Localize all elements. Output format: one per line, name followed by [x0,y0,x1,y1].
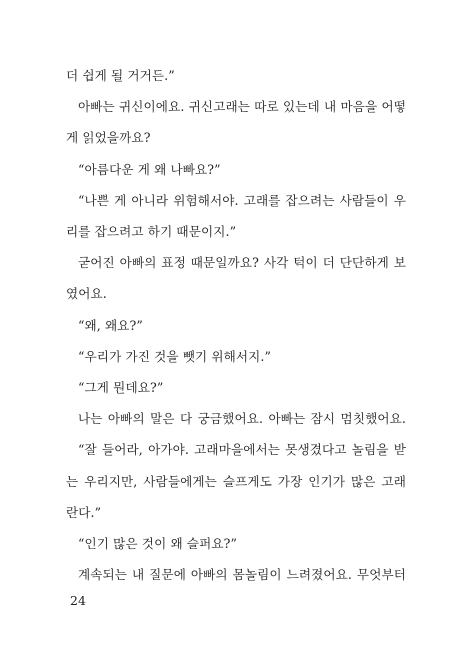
text-line: 더 쉽게 될 거거든.” [66,68,175,83]
text-line: 였어요. [66,286,107,302]
text-line: 리를 잡으려고 하기 때문이지.” [66,224,237,239]
text-line: 란다.” [66,504,102,520]
text-line: “잘 들어라, 아가야. 고래마을에서는 못생겼다고 놀림을 받 [78,442,406,458]
text-line: “그게 뭔데요?” [78,380,164,395]
text-line: 는 우리지만, 사람들에게는 슬프게도 가장 인기가 많은 고래 [66,473,406,489]
text-line: “왜, 왜요?” [78,317,143,333]
text-line: “인기 많은 것이 왜 슬퍼요?” [78,536,237,551]
text-line: “우리가 가진 것을 뺏기 위해서지.” [78,348,272,364]
text-line: 굳어진 아빠의 표정 때문일까요? 사각 턱이 더 단단하게 보 [78,255,406,271]
text-line: 나는 아빠의 말은 다 궁금했어요. 아빠는 잠시 멈칫했어요. [78,411,406,427]
page-number: 24 [70,593,86,608]
text-line: “나쁜 게 아니라 위험해서야. 고래를 잡으려는 사람들이 우 [78,192,406,208]
text-line: “아름다운 게 왜 나빠요?” [78,161,221,177]
text-line: 아빠는 귀신이에요. 귀신고래는 따로 있는데 내 마음을 어떻 [78,99,406,115]
text-line: 계속되는 내 질문에 아빠의 몸놀림이 느려졌어요. 무엇부터 [78,567,406,583]
text-line: 게 읽었을까요? [66,130,151,146]
